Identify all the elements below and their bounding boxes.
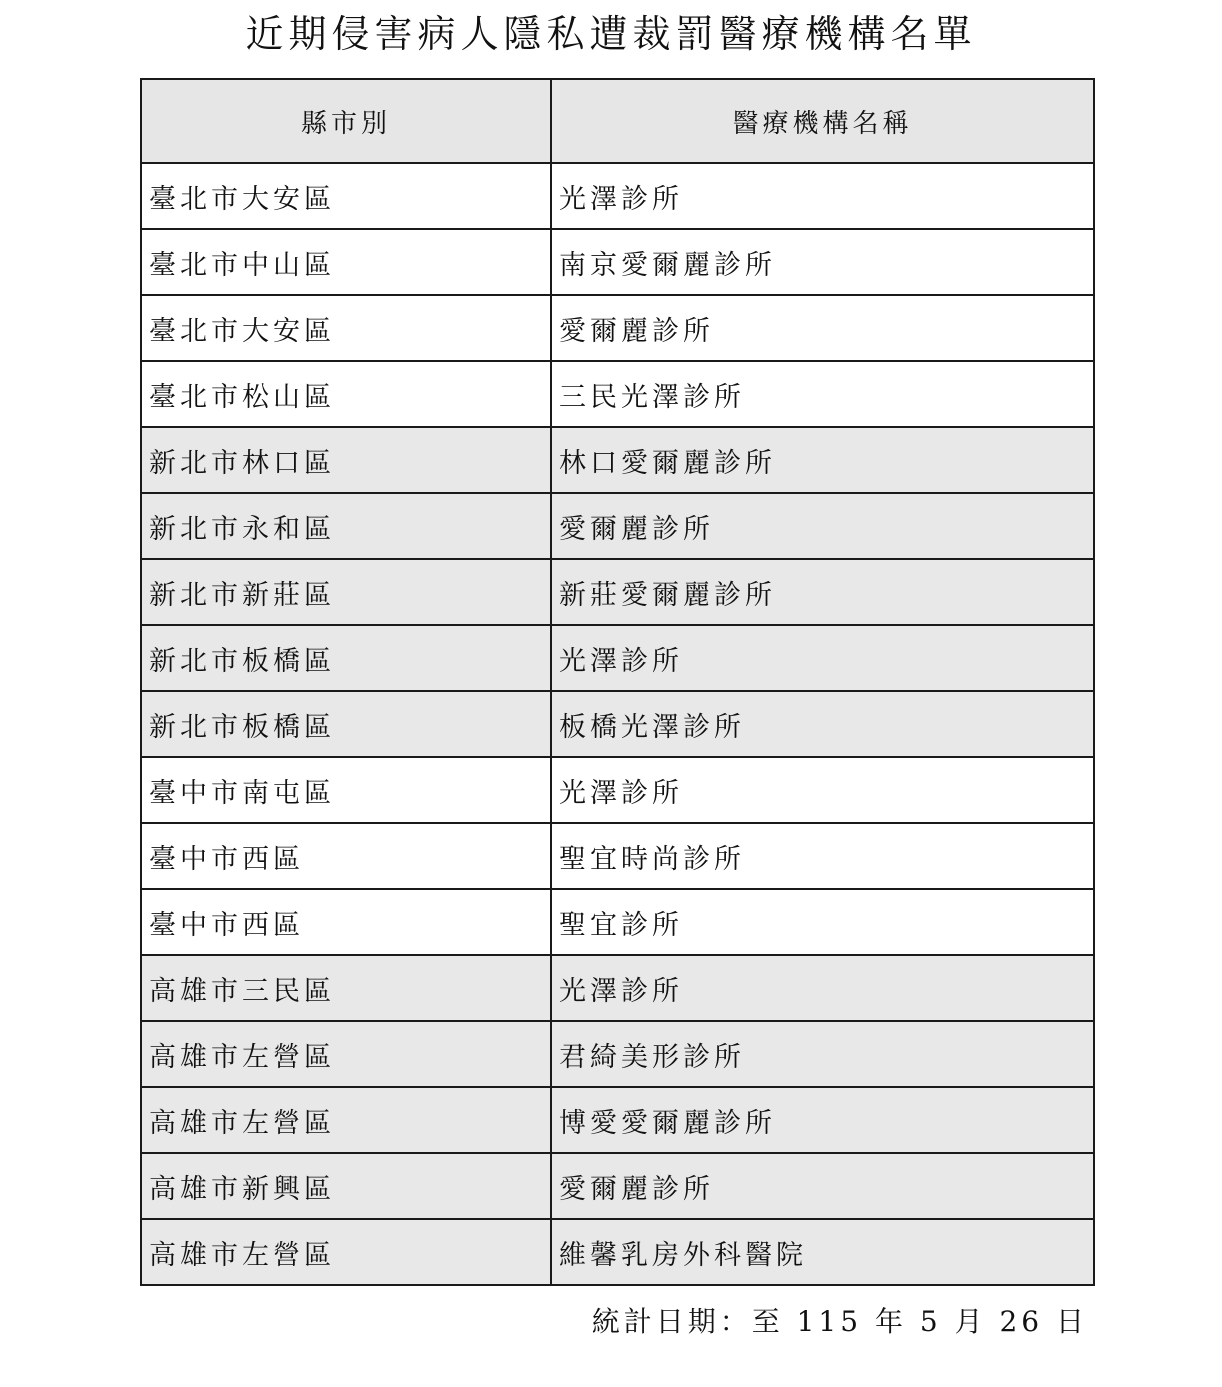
page-title: 近期侵害病人隱私遭裁罰醫療機構名單 bbox=[245, 12, 977, 56]
table-header-row bbox=[141, 79, 1094, 163]
institution-name-cell: 板橋光澤診所 bbox=[551, 691, 1094, 757]
table-row bbox=[141, 823, 1094, 889]
table-row bbox=[141, 493, 1094, 559]
area-cell: 臺北市大安區 bbox=[141, 295, 551, 361]
institution-name-cell: 聖宜診所 bbox=[551, 889, 1094, 955]
institution-name-cell: 維馨乳房外科醫院 bbox=[551, 1219, 1094, 1285]
area-cell: 臺中市南屯區 bbox=[141, 757, 551, 823]
area-cell: 新北市板橋區 bbox=[141, 625, 551, 691]
institution-name-cell: 博愛愛爾麗診所 bbox=[551, 1087, 1094, 1153]
table-row bbox=[141, 361, 1094, 427]
table-row bbox=[141, 427, 1094, 493]
table-row bbox=[141, 757, 1094, 823]
statistics-date: 統計日期：至 115 年 5 月 26 日 bbox=[591, 1305, 1088, 1338]
institution-name-cell: 林口愛爾麗診所 bbox=[551, 427, 1094, 493]
table-row bbox=[141, 889, 1094, 955]
institution-name-cell: 愛爾麗診所 bbox=[551, 295, 1094, 361]
area-cell: 新北市新莊區 bbox=[141, 559, 551, 625]
area-cell: 新北市永和區 bbox=[141, 493, 551, 559]
area-cell: 高雄市新興區 bbox=[141, 1153, 551, 1219]
table-row bbox=[141, 229, 1094, 295]
area-cell: 臺北市中山區 bbox=[141, 229, 551, 295]
area-cell: 高雄市三民區 bbox=[141, 955, 551, 1021]
institution-name-cell: 愛爾麗診所 bbox=[551, 493, 1094, 559]
table-row bbox=[141, 1087, 1094, 1153]
table-row bbox=[141, 625, 1094, 691]
institution-name-cell: 光澤診所 bbox=[551, 625, 1094, 691]
column-header-area: 縣市別 bbox=[141, 79, 551, 163]
institution-name-cell: 光澤診所 bbox=[551, 757, 1094, 823]
table-row bbox=[141, 1021, 1094, 1087]
table-row bbox=[141, 1153, 1094, 1219]
clinic-list-table bbox=[140, 78, 1095, 1286]
area-cell: 臺北市大安區 bbox=[141, 163, 551, 229]
table-row bbox=[141, 163, 1094, 229]
area-cell: 高雄市左營區 bbox=[141, 1021, 551, 1087]
institution-name-cell: 愛爾麗診所 bbox=[551, 1153, 1094, 1219]
table-row bbox=[141, 691, 1094, 757]
institution-name-cell: 南京愛爾麗診所 bbox=[551, 229, 1094, 295]
area-cell: 高雄市左營區 bbox=[141, 1219, 551, 1285]
area-cell: 新北市林口區 bbox=[141, 427, 551, 493]
institution-name-cell: 光澤診所 bbox=[551, 163, 1094, 229]
table-row bbox=[141, 1219, 1094, 1285]
institution-name-cell: 聖宜時尚診所 bbox=[551, 823, 1094, 889]
area-cell: 臺中市西區 bbox=[141, 823, 551, 889]
column-header-institution: 醫療機構名稱 bbox=[551, 79, 1094, 163]
area-cell: 臺北市松山區 bbox=[141, 361, 551, 427]
institution-name-cell: 光澤診所 bbox=[551, 955, 1094, 1021]
institution-name-cell: 新莊愛爾麗診所 bbox=[551, 559, 1094, 625]
area-cell: 臺中市西區 bbox=[141, 889, 551, 955]
table-row bbox=[141, 295, 1094, 361]
area-cell: 高雄市左營區 bbox=[141, 1087, 551, 1153]
area-cell: 新北市板橋區 bbox=[141, 691, 551, 757]
table-row bbox=[141, 559, 1094, 625]
table-row bbox=[141, 955, 1094, 1021]
institution-name-cell: 君綺美形診所 bbox=[551, 1021, 1094, 1087]
table-body bbox=[141, 163, 1094, 1285]
institution-name-cell: 三民光澤診所 bbox=[551, 361, 1094, 427]
